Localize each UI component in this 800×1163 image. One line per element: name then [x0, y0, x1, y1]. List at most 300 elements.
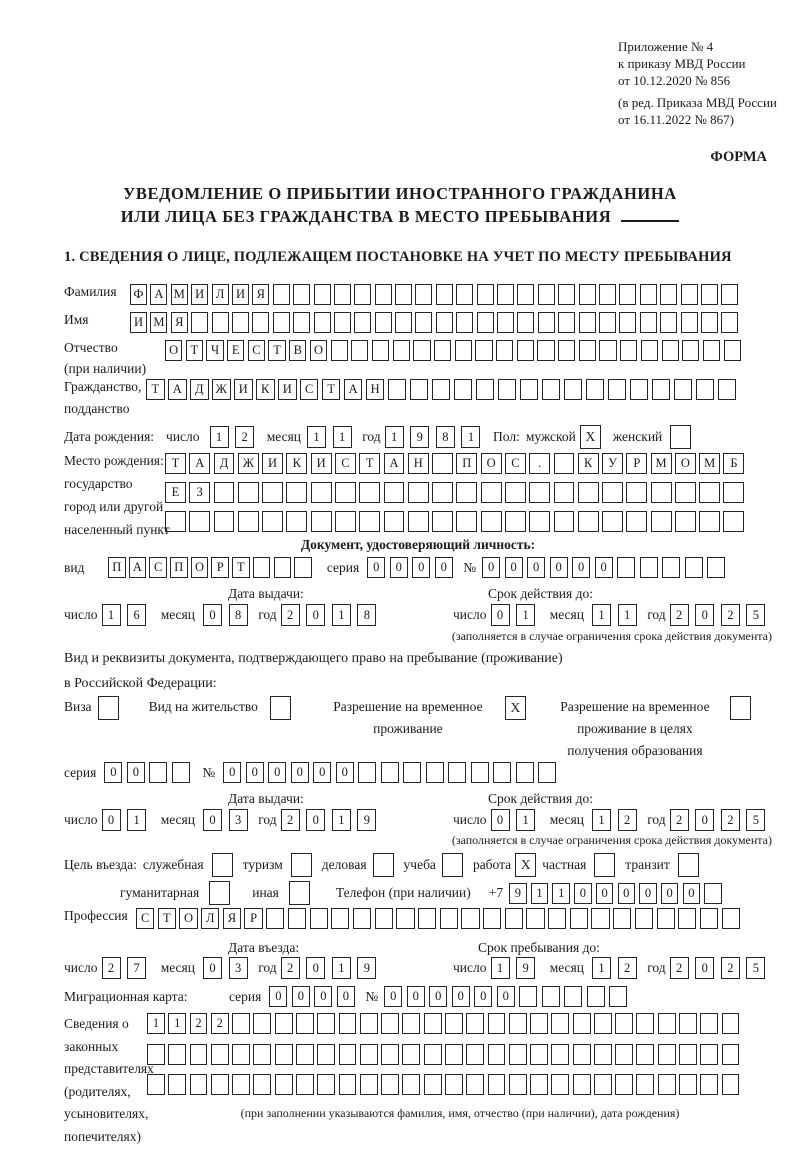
char-cell[interactable]: 1	[332, 604, 351, 626]
char-cell[interactable]: 9	[516, 957, 535, 979]
char-cell[interactable]	[455, 340, 472, 361]
char-cell[interactable]	[311, 511, 332, 532]
char-cell[interactable]: 0	[102, 809, 121, 831]
char-cell[interactable]: Т	[146, 379, 165, 400]
char-cell[interactable]: 0	[491, 604, 510, 626]
char-cell[interactable]	[393, 340, 410, 361]
char-cell[interactable]	[594, 1074, 612, 1095]
char-cell[interactable]	[432, 453, 453, 474]
char-cell[interactable]	[682, 340, 699, 361]
char-cell[interactable]	[722, 1074, 740, 1095]
char-cell[interactable]	[454, 379, 473, 400]
char-cell[interactable]	[542, 986, 560, 1007]
char-cell[interactable]	[608, 379, 627, 400]
char-cell[interactable]	[718, 379, 737, 400]
char-cell[interactable]	[273, 284, 290, 305]
char-cell[interactable]	[296, 1044, 314, 1065]
char-cell[interactable]	[554, 453, 575, 474]
char-cell[interactable]: 0	[203, 604, 222, 626]
char-cell[interactable]	[699, 511, 720, 532]
char-cell[interactable]	[424, 1074, 442, 1095]
char-cell[interactable]	[517, 312, 534, 333]
char-cell[interactable]	[551, 1013, 569, 1034]
char-cell[interactable]	[415, 284, 432, 305]
char-cell[interactable]	[275, 1074, 293, 1095]
char-cell[interactable]	[640, 284, 657, 305]
char-cell[interactable]: С	[136, 908, 154, 929]
char-cell[interactable]	[424, 1013, 442, 1034]
char-cell[interactable]	[723, 482, 744, 503]
char-cell[interactable]	[456, 511, 477, 532]
char-cell[interactable]: Ф	[130, 284, 147, 305]
char-cell[interactable]: С	[149, 557, 167, 578]
char-cell[interactable]: 0	[482, 557, 500, 578]
char-cell[interactable]: А	[168, 379, 187, 400]
char-cell[interactable]	[722, 1013, 740, 1034]
char-cell[interactable]	[408, 511, 429, 532]
char-cell[interactable]	[214, 482, 235, 503]
char-cell[interactable]	[475, 340, 492, 361]
purpose-work-checkbox[interactable]: X	[515, 853, 536, 877]
char-cell[interactable]	[529, 482, 550, 503]
char-cell[interactable]: 3	[229, 809, 248, 831]
char-cell[interactable]	[331, 908, 349, 929]
char-cell[interactable]	[538, 312, 555, 333]
char-cell[interactable]	[721, 284, 738, 305]
char-cell[interactable]	[293, 284, 310, 305]
char-cell[interactable]	[570, 908, 588, 929]
char-cell[interactable]	[602, 511, 623, 532]
char-cell[interactable]: 2	[670, 604, 689, 626]
char-cell[interactable]	[526, 908, 544, 929]
char-cell[interactable]: 0	[314, 986, 332, 1007]
char-cell[interactable]	[445, 1074, 463, 1095]
char-cell[interactable]	[354, 284, 371, 305]
purpose-humanitarian-checkbox[interactable]	[209, 881, 230, 905]
char-cell[interactable]	[554, 511, 575, 532]
char-cell[interactable]: Т	[268, 340, 285, 361]
char-cell[interactable]	[232, 1074, 250, 1095]
char-cell[interactable]	[314, 284, 331, 305]
char-cell[interactable]	[594, 1044, 612, 1065]
char-cell[interactable]: 2	[190, 1013, 208, 1034]
char-cell[interactable]	[701, 312, 718, 333]
char-cell[interactable]: 9	[357, 809, 376, 831]
char-cell[interactable]	[388, 379, 407, 400]
char-cell[interactable]	[517, 340, 534, 361]
char-cell[interactable]	[275, 1013, 293, 1034]
char-cell[interactable]	[483, 908, 501, 929]
char-cell[interactable]: Р	[626, 453, 647, 474]
char-cell[interactable]	[396, 908, 414, 929]
char-cell[interactable]	[579, 312, 596, 333]
char-cell[interactable]	[317, 1074, 335, 1095]
char-cell[interactable]: 0	[292, 986, 310, 1007]
char-cell[interactable]	[651, 482, 672, 503]
char-cell[interactable]: С	[300, 379, 319, 400]
char-cell[interactable]: 0	[497, 986, 515, 1007]
char-cell[interactable]	[722, 908, 740, 929]
purpose-other-checkbox[interactable]	[289, 881, 310, 905]
char-cell[interactable]	[445, 1013, 463, 1034]
char-cell[interactable]: 0	[246, 762, 264, 783]
char-cell[interactable]: 1	[618, 604, 637, 626]
char-cell[interactable]	[415, 312, 432, 333]
char-cell[interactable]	[619, 312, 636, 333]
char-cell[interactable]: 0	[429, 986, 447, 1007]
char-cell[interactable]	[293, 312, 310, 333]
char-cell[interactable]: 0	[695, 957, 714, 979]
char-cell[interactable]	[613, 908, 631, 929]
char-cell[interactable]: 1	[516, 604, 535, 626]
char-cell[interactable]: 0	[306, 809, 325, 831]
char-cell[interactable]	[586, 379, 605, 400]
char-cell[interactable]	[636, 1013, 654, 1034]
char-cell[interactable]	[481, 511, 502, 532]
char-cell[interactable]: 1	[385, 426, 404, 448]
char-cell[interactable]: 0	[336, 762, 354, 783]
char-cell[interactable]	[635, 908, 653, 929]
char-cell[interactable]	[149, 762, 167, 783]
char-cell[interactable]: 0	[337, 986, 355, 1007]
char-cell[interactable]: 8	[436, 426, 455, 448]
char-cell[interactable]	[554, 482, 575, 503]
char-cell[interactable]	[381, 762, 399, 783]
char-cell[interactable]	[662, 340, 679, 361]
char-cell[interactable]	[294, 557, 312, 578]
char-cell[interactable]: 3	[229, 957, 248, 979]
char-cell[interactable]: 5	[746, 957, 765, 979]
char-cell[interactable]	[641, 340, 658, 361]
char-cell[interactable]: 1	[210, 426, 229, 448]
char-cell[interactable]	[658, 1044, 676, 1065]
char-cell[interactable]	[493, 762, 511, 783]
char-cell[interactable]	[238, 511, 259, 532]
char-cell[interactable]	[252, 312, 269, 333]
char-cell[interactable]: 0	[618, 883, 636, 904]
char-cell[interactable]	[432, 511, 453, 532]
char-cell[interactable]: 1	[102, 604, 121, 626]
char-cell[interactable]	[573, 1044, 591, 1065]
char-cell[interactable]	[700, 908, 718, 929]
char-cell[interactable]: Ж	[238, 453, 259, 474]
char-cell[interactable]	[296, 1013, 314, 1034]
char-cell[interactable]	[488, 1074, 506, 1095]
char-cell[interactable]	[211, 1074, 229, 1095]
char-cell[interactable]	[212, 312, 229, 333]
char-cell[interactable]	[413, 340, 430, 361]
char-cell[interactable]	[615, 1044, 633, 1065]
char-cell[interactable]: К	[578, 453, 599, 474]
char-cell[interactable]	[165, 511, 186, 532]
char-cell[interactable]	[402, 1044, 420, 1065]
char-cell[interactable]	[311, 482, 332, 503]
char-cell[interactable]: 0	[683, 883, 701, 904]
char-cell[interactable]	[620, 340, 637, 361]
char-cell[interactable]: Т	[158, 908, 176, 929]
char-cell[interactable]: 1	[307, 426, 326, 448]
char-cell[interactable]	[497, 312, 514, 333]
char-cell[interactable]	[675, 511, 696, 532]
char-cell[interactable]: И	[262, 453, 283, 474]
char-cell[interactable]	[266, 908, 284, 929]
char-cell[interactable]	[477, 312, 494, 333]
char-cell[interactable]	[372, 340, 389, 361]
char-cell[interactable]	[381, 1013, 399, 1034]
char-cell[interactable]	[660, 284, 677, 305]
char-cell[interactable]	[214, 511, 235, 532]
char-cell[interactable]	[599, 312, 616, 333]
char-cell[interactable]: 1	[127, 809, 146, 831]
char-cell[interactable]: И	[191, 284, 208, 305]
char-cell[interactable]	[456, 284, 473, 305]
char-cell[interactable]	[636, 1074, 654, 1095]
char-cell[interactable]	[679, 1044, 697, 1065]
char-cell[interactable]	[253, 1074, 271, 1095]
purpose-private-checkbox[interactable]	[594, 853, 615, 877]
char-cell[interactable]	[189, 511, 210, 532]
char-cell[interactable]: 1	[531, 883, 549, 904]
char-cell[interactable]	[354, 312, 371, 333]
char-cell[interactable]	[538, 762, 556, 783]
char-cell[interactable]: 9	[509, 883, 527, 904]
char-cell[interactable]: 0	[269, 986, 287, 1007]
char-cell[interactable]: Р	[244, 908, 262, 929]
char-cell[interactable]	[602, 482, 623, 503]
char-cell[interactable]: У	[602, 453, 623, 474]
char-cell[interactable]	[696, 379, 715, 400]
char-cell[interactable]: 2	[281, 957, 300, 979]
char-cell[interactable]	[700, 1013, 718, 1034]
char-cell[interactable]: 0	[390, 557, 408, 578]
char-cell[interactable]	[360, 1044, 378, 1065]
char-cell[interactable]: 6	[127, 604, 146, 626]
char-cell[interactable]: 2	[670, 957, 689, 979]
char-cell[interactable]	[384, 482, 405, 503]
char-cell[interactable]	[476, 379, 495, 400]
char-cell[interactable]	[599, 340, 616, 361]
char-cell[interactable]: С	[248, 340, 265, 361]
visa-checkbox[interactable]	[98, 696, 119, 720]
char-cell[interactable]: 1	[168, 1013, 186, 1034]
char-cell[interactable]	[681, 312, 698, 333]
char-cell[interactable]	[578, 482, 599, 503]
char-cell[interactable]: Т	[186, 340, 203, 361]
char-cell[interactable]	[331, 340, 348, 361]
char-cell[interactable]: Ж	[212, 379, 231, 400]
char-cell[interactable]	[537, 340, 554, 361]
char-cell[interactable]: 1	[592, 957, 611, 979]
char-cell[interactable]: 1	[147, 1013, 165, 1034]
char-cell[interactable]	[496, 340, 513, 361]
char-cell[interactable]: 2	[281, 604, 300, 626]
char-cell[interactable]	[296, 1074, 314, 1095]
char-cell[interactable]	[334, 312, 351, 333]
char-cell[interactable]: 0	[384, 986, 402, 1007]
char-cell[interactable]	[335, 482, 356, 503]
char-cell[interactable]	[262, 482, 283, 503]
char-cell[interactable]: Е	[165, 482, 186, 503]
char-cell[interactable]	[724, 340, 741, 361]
char-cell[interactable]	[530, 1074, 548, 1095]
char-cell[interactable]: 0	[313, 762, 331, 783]
char-cell[interactable]: В	[289, 340, 306, 361]
char-cell[interactable]	[530, 1044, 548, 1065]
char-cell[interactable]	[360, 1074, 378, 1095]
char-cell[interactable]: 2	[670, 809, 689, 831]
char-cell[interactable]: .	[529, 453, 550, 474]
char-cell[interactable]	[273, 312, 290, 333]
char-cell[interactable]	[564, 986, 582, 1007]
char-cell[interactable]: 0	[550, 557, 568, 578]
char-cell[interactable]: 8	[229, 604, 248, 626]
char-cell[interactable]: Л	[201, 908, 219, 929]
char-cell[interactable]	[358, 762, 376, 783]
char-cell[interactable]	[674, 379, 693, 400]
char-cell[interactable]	[351, 340, 368, 361]
char-cell[interactable]: 1	[592, 604, 611, 626]
char-cell[interactable]: Т	[322, 379, 341, 400]
char-cell[interactable]: И	[232, 284, 249, 305]
char-cell[interactable]: А	[384, 453, 405, 474]
char-cell[interactable]	[436, 284, 453, 305]
char-cell[interactable]: 0	[291, 762, 309, 783]
char-cell[interactable]	[434, 340, 451, 361]
char-cell[interactable]: 0	[474, 986, 492, 1007]
char-cell[interactable]: 2	[721, 809, 740, 831]
char-cell[interactable]: Д	[214, 453, 235, 474]
temp-permit-checkbox[interactable]: X	[505, 696, 526, 720]
char-cell[interactable]	[432, 379, 451, 400]
sex-female-checkbox[interactable]	[670, 425, 691, 449]
char-cell[interactable]	[678, 908, 696, 929]
char-cell[interactable]	[497, 284, 514, 305]
char-cell[interactable]	[579, 284, 596, 305]
char-cell[interactable]	[466, 1013, 484, 1034]
char-cell[interactable]	[168, 1044, 186, 1065]
char-cell[interactable]	[498, 379, 517, 400]
char-cell[interactable]	[339, 1044, 357, 1065]
char-cell[interactable]	[630, 379, 649, 400]
char-cell[interactable]: Н	[366, 379, 385, 400]
char-cell[interactable]: 2	[618, 957, 637, 979]
purpose-tourism-checkbox[interactable]	[291, 853, 312, 877]
char-cell[interactable]: Р	[211, 557, 229, 578]
char-cell[interactable]: 0	[695, 809, 714, 831]
char-cell[interactable]	[558, 312, 575, 333]
char-cell[interactable]	[640, 557, 658, 578]
char-cell[interactable]	[722, 1044, 740, 1065]
char-cell[interactable]	[594, 1013, 612, 1034]
char-cell[interactable]: Л	[212, 284, 229, 305]
char-cell[interactable]	[432, 482, 453, 503]
char-cell[interactable]: Я	[252, 284, 269, 305]
char-cell[interactable]	[573, 1074, 591, 1095]
char-cell[interactable]	[403, 762, 421, 783]
char-cell[interactable]: А	[189, 453, 210, 474]
char-cell[interactable]	[274, 557, 292, 578]
char-cell[interactable]	[445, 1044, 463, 1065]
char-cell[interactable]	[700, 1074, 718, 1095]
char-cell[interactable]: А	[150, 284, 167, 305]
char-cell[interactable]: 0	[127, 762, 145, 783]
char-cell[interactable]	[253, 1013, 271, 1034]
char-cell[interactable]	[471, 762, 489, 783]
char-cell[interactable]: 2	[618, 809, 637, 831]
char-cell[interactable]	[517, 284, 534, 305]
char-cell[interactable]: О	[310, 340, 327, 361]
char-cell[interactable]	[509, 1074, 527, 1095]
purpose-study-checkbox[interactable]	[442, 853, 463, 877]
char-cell[interactable]: 0	[268, 762, 286, 783]
char-cell[interactable]: П	[170, 557, 188, 578]
char-cell[interactable]	[339, 1074, 357, 1095]
char-cell[interactable]: 0	[435, 557, 453, 578]
char-cell[interactable]	[461, 908, 479, 929]
char-cell[interactable]: 0	[491, 809, 510, 831]
char-cell[interactable]	[530, 1013, 548, 1034]
char-cell[interactable]	[410, 379, 429, 400]
char-cell[interactable]: О	[179, 908, 197, 929]
char-cell[interactable]: 0	[223, 762, 241, 783]
char-cell[interactable]: 1	[491, 957, 510, 979]
char-cell[interactable]	[626, 511, 647, 532]
char-cell[interactable]	[519, 986, 537, 1007]
char-cell[interactable]: 0	[203, 957, 222, 979]
char-cell[interactable]: Д	[190, 379, 209, 400]
char-cell[interactable]	[232, 312, 249, 333]
char-cell[interactable]: 0	[574, 883, 592, 904]
char-cell[interactable]	[339, 1013, 357, 1034]
char-cell[interactable]	[477, 284, 494, 305]
char-cell[interactable]	[707, 557, 725, 578]
char-cell[interactable]: Н	[408, 453, 429, 474]
char-cell[interactable]: С	[335, 453, 356, 474]
char-cell[interactable]	[551, 1074, 569, 1095]
char-cell[interactable]	[286, 511, 307, 532]
char-cell[interactable]	[685, 557, 703, 578]
char-cell[interactable]	[699, 482, 720, 503]
char-cell[interactable]	[599, 284, 616, 305]
char-cell[interactable]	[408, 482, 429, 503]
char-cell[interactable]	[619, 284, 636, 305]
char-cell[interactable]	[310, 908, 328, 929]
char-cell[interactable]: 8	[357, 604, 376, 626]
char-cell[interactable]	[548, 908, 566, 929]
char-cell[interactable]: К	[286, 453, 307, 474]
char-cell[interactable]	[238, 482, 259, 503]
char-cell[interactable]	[679, 1013, 697, 1034]
char-cell[interactable]: О	[675, 453, 696, 474]
char-cell[interactable]	[375, 312, 392, 333]
char-cell[interactable]: 1	[592, 809, 611, 831]
char-cell[interactable]	[609, 986, 627, 1007]
char-cell[interactable]	[375, 284, 392, 305]
char-cell[interactable]: 0	[367, 557, 385, 578]
char-cell[interactable]: 0	[572, 557, 590, 578]
char-cell[interactable]	[288, 908, 306, 929]
char-cell[interactable]	[418, 908, 436, 929]
char-cell[interactable]	[395, 284, 412, 305]
char-cell[interactable]	[359, 511, 380, 532]
char-cell[interactable]: 2	[721, 604, 740, 626]
char-cell[interactable]: З	[189, 482, 210, 503]
char-cell[interactable]	[579, 340, 596, 361]
char-cell[interactable]: М	[150, 312, 167, 333]
char-cell[interactable]: 9	[357, 957, 376, 979]
char-cell[interactable]	[375, 908, 393, 929]
char-cell[interactable]: П	[456, 453, 477, 474]
